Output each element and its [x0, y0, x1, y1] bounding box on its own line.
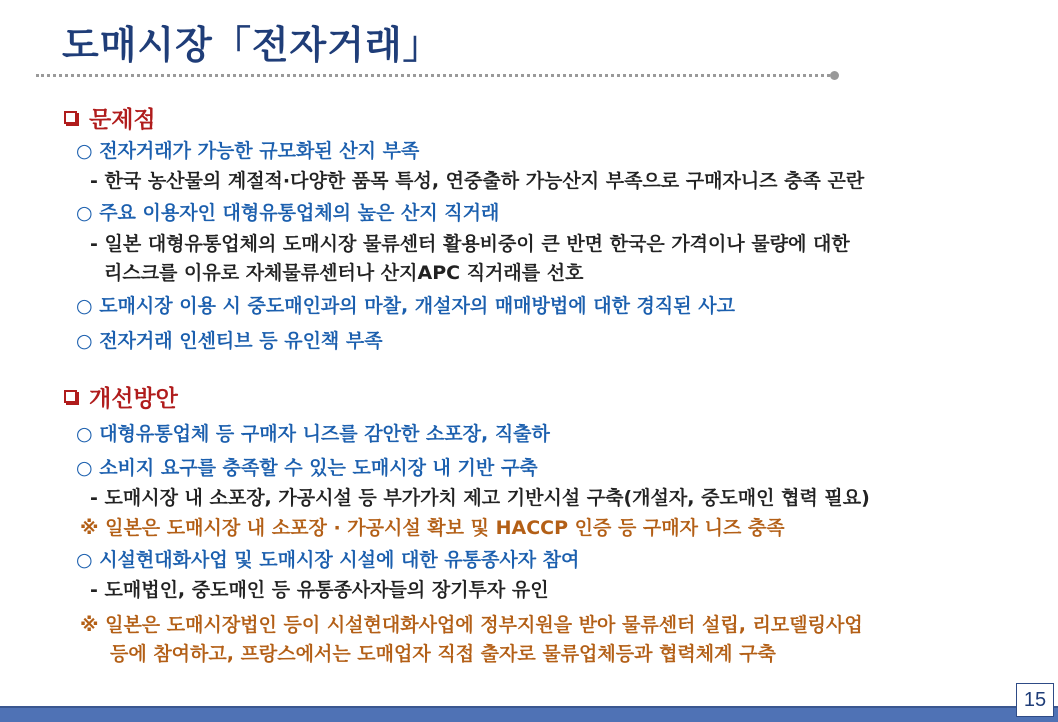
problem-item: ○ 주요 이용자인 대형유통업체의 높은 산지 직거래: [76, 202, 500, 224]
improvement-detail: - 도매시장 내 소포장, 가공시설 등 부가가치 제고 기반시설 구축(개설자, 중도매인 협력 필요): [90, 487, 870, 509]
problem-item: ○ 전자거래 인센티브 등 유인책 부족: [76, 330, 383, 352]
improvement-item: ○ 소비지 요구를 충족할 수 있는 도매시장 내 기반 구축: [76, 457, 538, 479]
improvement-detail: - 도매법인, 중도매인 등 유통종사자들의 장기투자 유인: [90, 579, 549, 601]
problem-item: ○ 전자거래가 가능한 규모화된 산지 부족: [76, 140, 420, 162]
section-heading-label: 문제점: [89, 107, 156, 133]
improvement-note: ※ 일본은 도매시장 내 소포장 · 가공시설 확보 및 HACCP 인증 등 구매자 니즈 충족: [80, 517, 785, 539]
square-bullet-icon: [64, 390, 77, 403]
section-heading-problems: [64, 101, 156, 134]
title-divider: [36, 74, 836, 77]
divider-end-dot: [830, 71, 839, 80]
improvement-note-continued: 등에 참여하고, 프랑스에서는 도매업자 직접 출자로 물류업체등과 협력체계 구축: [110, 643, 776, 665]
improvement-item: ○ 시설현대화사업 및 도매시장 시설에 대한 유통종사자 참여: [76, 549, 580, 571]
improvement-item: ○ 대형유통업체 등 구매자 니즈를 감안한 소포장, 직출하: [76, 423, 550, 445]
problem-item: ○ 도매시장 이용 시 중도매인과의 마찰, 개설자의 매매방법에 대한 경직된 사고: [76, 295, 735, 317]
slide-title: 도매시장「전자거래」: [62, 23, 442, 67]
problem-detail-continued: 리스크를 이유로 자체물류센터나 산지APC 직거래를 선호: [104, 262, 584, 284]
problem-detail: - 한국 농산물의 계절적·다양한 품목 특성, 연중출하 가능산지 부족으로 구매자니즈 충족 곤란: [90, 170, 865, 192]
page-number: 15: [1016, 683, 1054, 717]
improvement-note: ※ 일본은 도매시장법인 등이 시설현대화사업에 정부지원을 받아 물류센터 설립, 리모델링사업: [80, 614, 863, 636]
problem-detail: - 일본 대형유통업체의 도매시장 물류센터 활용비중이 큰 반면 한국은 가격이나 물량에 대한: [90, 233, 850, 255]
square-bullet-icon: [64, 111, 77, 124]
section-heading-label: 개선방안: [89, 386, 178, 412]
section-heading-improvements: [64, 380, 178, 413]
